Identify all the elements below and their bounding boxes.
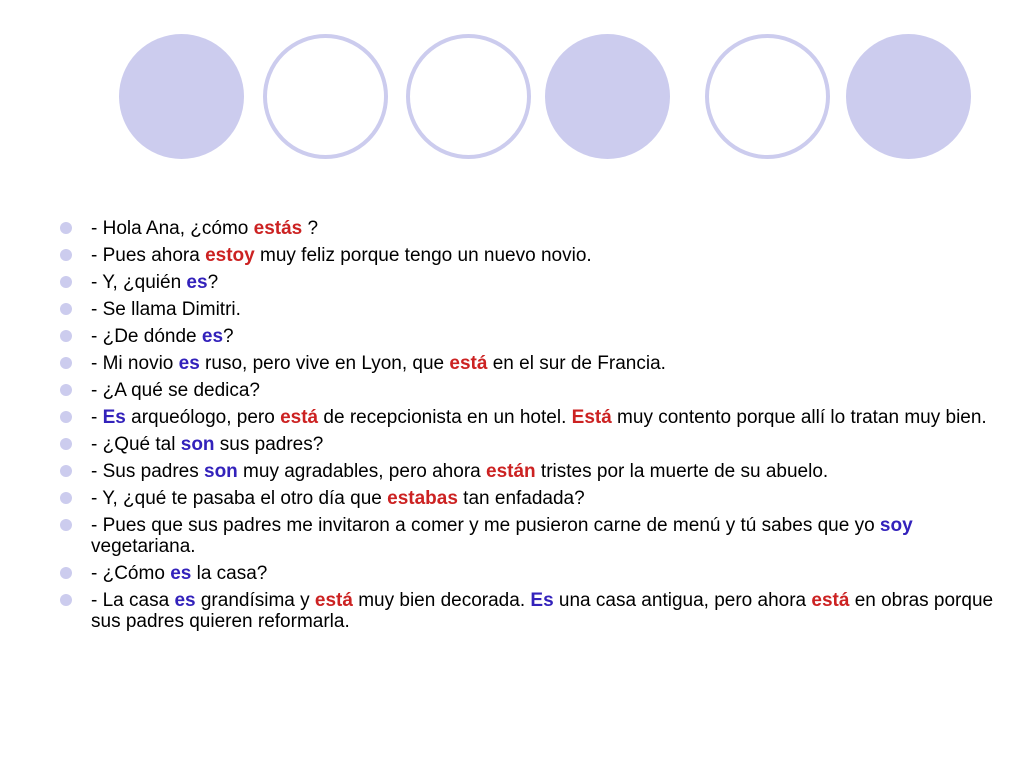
- line-text: - La casa: [91, 590, 175, 611]
- estar-verb: está: [280, 407, 319, 428]
- bullet-icon: [60, 249, 72, 261]
- bullet-icon: [60, 438, 72, 450]
- estar-verb: está: [314, 590, 353, 611]
- dialogue-line: [60, 380, 1000, 401]
- estar-verb: están: [486, 461, 536, 482]
- dialogue-line: [60, 272, 1000, 293]
- line-text: muy feliz porque tengo un nuevo novio.: [254, 245, 592, 266]
- dialogue-list: [60, 218, 1000, 638]
- bullet-icon: [60, 465, 72, 477]
- bullet-icon: [60, 519, 72, 531]
- ser-verb: Es: [102, 407, 126, 428]
- dialogue-line: [60, 326, 1000, 347]
- bullet-icon: [60, 384, 72, 396]
- line-text: la casa?: [191, 563, 268, 584]
- dialogue-line: [60, 407, 1000, 428]
- estar-verb: está: [811, 590, 850, 611]
- estar-verb: estoy: [205, 245, 255, 266]
- ser-verb: es: [170, 563, 192, 584]
- decorative-circle-3: [406, 34, 531, 159]
- line-text: - Se llama Dimitri.: [91, 299, 241, 320]
- bullet-icon: [60, 411, 72, 423]
- ser-verb: es: [174, 590, 196, 611]
- estar-verb: estabas: [387, 488, 458, 509]
- estar-verb: Está: [571, 407, 612, 428]
- bullet-icon: [60, 594, 72, 606]
- line-text: - Hola Ana, ¿cómo: [91, 218, 254, 239]
- line-text: -: [91, 407, 103, 428]
- dialogue-line: [60, 563, 1000, 584]
- line-text: muy agradables, pero ahora: [237, 461, 486, 482]
- line-text: muy bien decorada.: [352, 590, 531, 611]
- decorative-circle-4: [545, 34, 670, 159]
- line-text: - Mi novio: [91, 353, 179, 374]
- line-text: - Sus padres: [91, 461, 204, 482]
- line-text: sus padres?: [214, 434, 324, 455]
- estar-verb: está: [449, 353, 488, 374]
- line-text: ruso, pero vive en Lyon, que: [199, 353, 450, 374]
- dialogue-line: [60, 434, 1000, 455]
- line-text: tristes por la muerte de su abuelo.: [535, 461, 829, 482]
- ser-verb: es: [186, 272, 208, 293]
- dialogue-line: [60, 299, 1000, 320]
- ser-verb: es: [201, 326, 224, 347]
- line-text: - Y, ¿quién: [91, 272, 187, 293]
- line-text: en obras porque sus padres quieren reformarla.: [91, 590, 994, 632]
- line-text: - ¿Cómo: [91, 563, 171, 584]
- dialogue-line: [60, 488, 1000, 509]
- dialogue-line: [60, 245, 1000, 266]
- ser-verb: soy: [879, 515, 913, 536]
- line-text: - Pues ahora: [91, 245, 206, 266]
- bullet-icon: [60, 330, 72, 342]
- bullet-icon: [60, 303, 72, 315]
- bullet-icon: [60, 222, 72, 234]
- line-text: muy contento porque allí lo tratan muy bien.: [611, 407, 987, 428]
- bullet-icon: [60, 567, 72, 579]
- line-text: ?: [223, 326, 234, 347]
- ser-verb: son: [180, 434, 215, 455]
- decorative-circle-6: [846, 34, 971, 159]
- line-text: - Y, ¿qué te pasaba el otro día que: [91, 488, 388, 509]
- decorative-circle-5: [705, 34, 830, 159]
- line-text: una casa antigua, pero ahora: [553, 590, 812, 611]
- bullet-icon: [60, 492, 72, 504]
- line-text: tan enfadada?: [457, 488, 585, 509]
- line-text: - ¿A qué se dedica?: [91, 380, 260, 401]
- line-text: - Pues que sus padres me invitaron a comer y me pusieron carne de menú y tú sabes que yo: [91, 515, 880, 536]
- line-text: ?: [207, 272, 219, 293]
- line-text: grandísima y: [195, 590, 315, 611]
- line-text: en el sur de Francia.: [487, 353, 666, 374]
- dialogue-line: [60, 353, 1000, 374]
- ser-verb: Es: [530, 590, 554, 611]
- ser-verb: es: [178, 353, 200, 374]
- line-text: - ¿De dónde: [91, 326, 202, 347]
- decorative-circle-1: [119, 34, 244, 159]
- dialogue-line: [60, 218, 1000, 239]
- line-text: vegetariana.: [91, 536, 196, 557]
- line-text: - ¿Qué tal: [91, 434, 181, 455]
- dialogue-line: [60, 590, 1000, 632]
- bullet-icon: [60, 357, 72, 369]
- estar-verb: estás: [253, 218, 303, 239]
- ser-verb: son: [204, 461, 238, 482]
- bullet-icon: [60, 276, 72, 288]
- dialogue-line: [60, 461, 1000, 482]
- line-text: de recepcionista en un hotel.: [318, 407, 572, 428]
- decorative-circle-2: [263, 34, 388, 159]
- line-text: arqueólogo, pero: [125, 407, 281, 428]
- dialogue-line: [60, 515, 1000, 557]
- line-text: ?: [302, 218, 319, 239]
